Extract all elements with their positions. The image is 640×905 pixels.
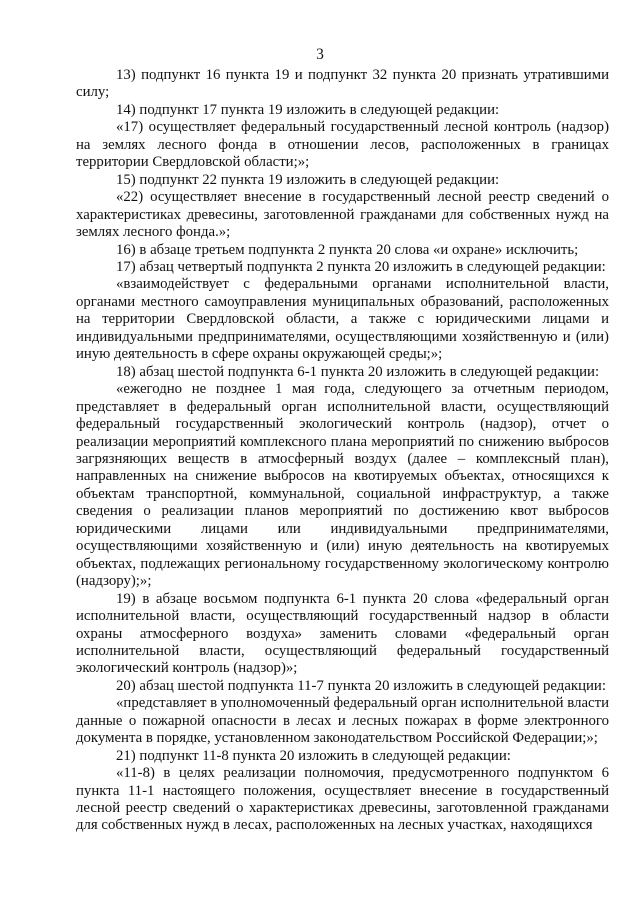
paragraph-18-text: «ежегодно не позднее 1 мая года, следующего за отчетным периодом, представляет в федеральный орган исполнительной власти, осуществляющий федеральный государственный экологический контроль (надзор), отчет о реализации мероприятий комплексного плана мероприятий по снижению выбросов загрязняющих веществ в атмосферный воздух (далее – комплексный план), направленных на снижение выбросов на квотируемых объектах, относящихся к объектам транспортной, коммунальной, социальной инфраструктур, а также сведения о реализации планов мероприятий по достижению квот выбросов юридическими лицами или индивидуальными предпринимателями, осуществляющими хозяйственную и (или) иную деятельность на квотируемых объектах, подлежащих региональному государственному экологическому контролю (надзору);»; [76, 381, 609, 590]
document-body [76, 67, 609, 835]
paragraph-13: 13) подпункт 16 пункта 19 и подпункт 32 пункта 20 признать утратившими силу; [76, 67, 609, 101]
paragraph-14: 14) подпункт 17 пункта 19 изложить в следующей редакции: [116, 101, 500, 118]
paragraph-19: 19) в абзаце восьмом подпункта 6-1 пункта 20 слова «федеральный орган исполнительной власти, осуществляющий государственный надзор в области охраны атмосферного воздуха» заменить словами «федеральный орган исполнительной власти, осуществляющий федеральный государственный экологический контроль (надзор)»; [76, 590, 609, 677]
paragraph-21: 21) подпункт 11-8 пункта 20 изложить в следующей редакции: [116, 747, 511, 764]
paragraph-17: 17) абзац четвертый подпункта 2 пункта 20 изложить в следующей редакции: [116, 258, 606, 275]
paragraph-21-text: «11-8) в целях реализации полномочия, предусмотренного подпунктом 6 пункта 11-1 настоящего положения, осуществляет внесение в государственный лесной реестр сведений о характеристиках древесины, заготовленной гражданами для собственных нужд в лесах, расположенных на лесных участках, находящихся [76, 765, 609, 834]
paragraph-15: 15) подпункт 22 пункта 19 изложить в следующей редакции: [116, 171, 500, 188]
paragraph-16: 16) в абзаце третьем подпункта 2 пункта 20 слова «и охране» исключить; [116, 241, 579, 258]
paragraph-20: 20) абзац шестой подпункта 11-7 пункта 20 изложить в следующей редакции: [116, 677, 606, 694]
paragraph-17-text: «взаимодействует с федеральными органами исполнительной власти, органами местного самоуправления муниципальных образований, расположенных на территории Свердловской области, а также с юридическими лицами и индивидуальными предпринимателями, осуществляющими хозяйственную и (или) иную деятельность в сфере охраны окружающей среды;»; [76, 276, 609, 363]
paragraph-20-text: «представляет в уполномоченный федеральный орган исполнительной власти данные о пожарной опасности в лесах и лесных пожарах в форме электронного документа в порядке, установленном законодательством Российской Федерации;»; [76, 695, 609, 747]
paragraph-15-text: «22) осуществляет внесение в государственный лесной реестр сведений о характеристиках древесины, заготовленной гражданами для собственных нужд на землях лесного фонда.»; [76, 189, 609, 241]
paragraph-18: 18) абзац шестой подпункта 6-1 пункта 20 изложить в следующей редакции: [116, 363, 600, 380]
paragraph-14-text: «17) осуществляет федеральный государственный лесной контроль (надзор) на землях лесного фонда в отношении лесов, расположенных в границах территории Свердловской области;»; [76, 119, 609, 171]
page-number: 3 [316, 46, 324, 63]
